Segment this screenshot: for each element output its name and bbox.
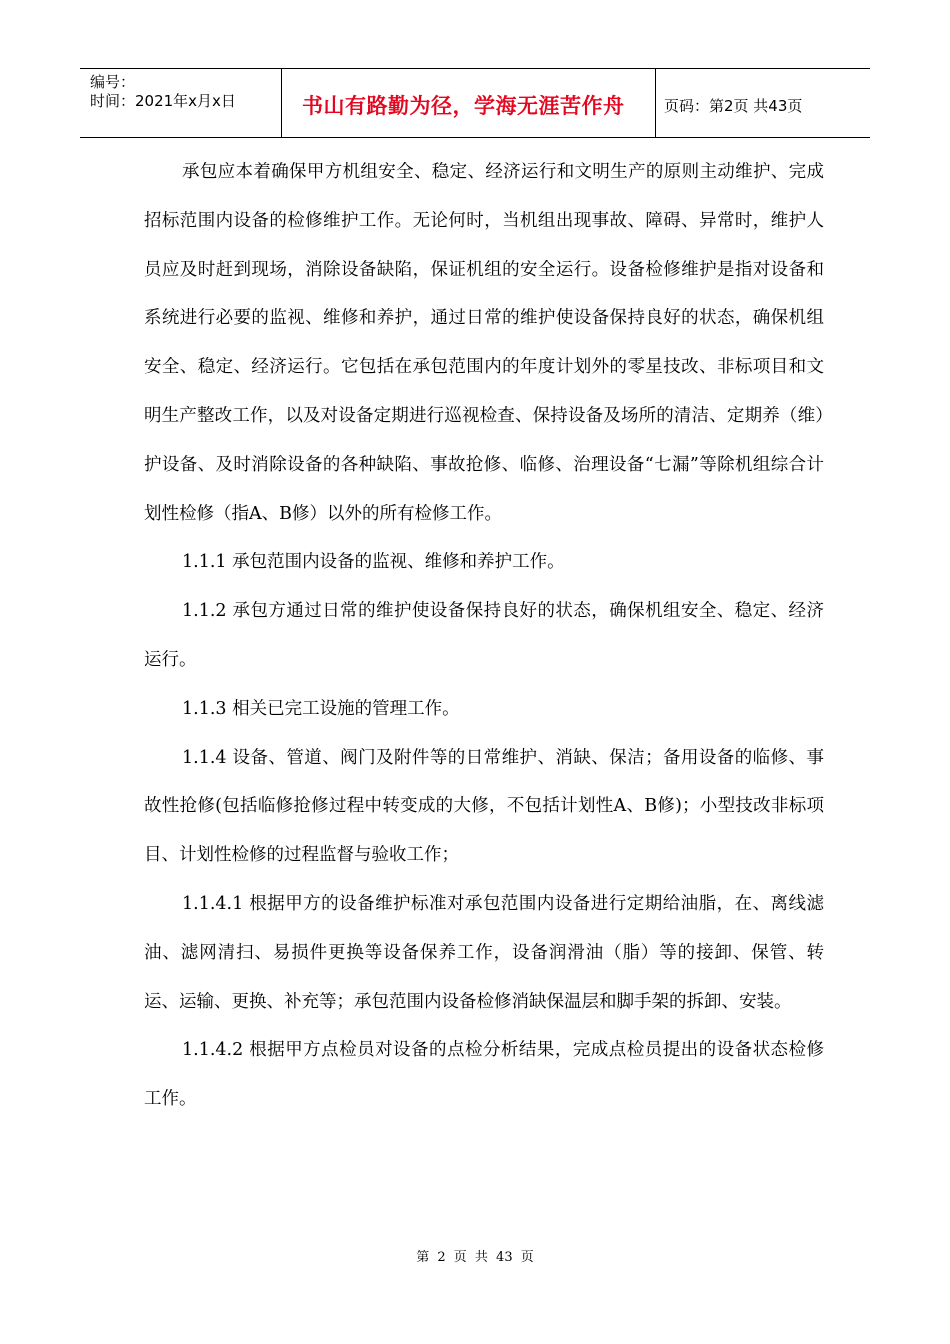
- page-footer: 第 2 页 共 43 页: [416, 1250, 534, 1265]
- paragraph-1-1-4-1: 1.1.4.1 根据甲方的设备维护标准对承包范围内设备进行定期给油脂，在、离线滤油、滤网清扫、易损件更换等设备保养工作，设备润滑油（脂）等的接卸、保管、转运、运输、更换、补充等；承包范围内设备检修消缺保温层和脚手架的拆卸、安装。: [144, 893, 824, 1012]
- header-page-info: [656, 69, 870, 137]
- header-meta: [80, 69, 282, 137]
- document-body: [144, 148, 824, 1124]
- paragraph-1-1-2: 1.1.2 承包方通过日常的维护使设备保持良好的状态，确保机组安全、稳定、经济运行。: [144, 601, 824, 670]
- paragraph-intro: 承包应本着确保甲方机组安全、稳定、经济运行和文明生产的原则主动维护、完成招标范围内设备的检修维护工作。无论何时，当机组出现事故、障碍、异常时，维护人员应及时赶到现场，消除设备缺陷，保证机组的安全运行。设备检修维护是指对设备和系统进行必要的监视、维修和养护，通过日常的维护使设备保持良好的状态，确保机组安全、稳定、经济运行。它包括在承包范围内的年度计划外的零星技改、非标项目和文明生产整改工作，以及对设备定期进行巡视检查、保持设备及场所的清洁、定期养（维）护设备、及时消除设备的各种缺陷、事故抢修、临修、治理设备“七漏”等除机组综合计划性检修（指A、B修）以外的所有检修工作。: [144, 162, 824, 524]
- document-header: [80, 68, 870, 138]
- motto-text: 书山有路勤为径，学海无涯苦作舟: [302, 94, 625, 118]
- paragraph-1-1-1: 1.1.1 承包范围内设备的监视、维修和养护工作。: [182, 552, 565, 573]
- paragraph-1-1-4-2: 1.1.4.2 根据甲方点检员对设备的点检分析结果，完成点检员提出的设备状态检修工作。: [144, 1040, 824, 1110]
- page-info-text: 页码：第2页 共43页: [664, 96, 803, 115]
- paragraph-1-1-4: 1.1.4 设备、管道、阀门及附件等的日常维护、消缺、保洁；备用设备的临修、事故性抢修(包括临修抢修过程中转变成的大修，不包括计划性A、B修)；小型技改非标项目、计划性检修的过程监督与验收工作；: [144, 747, 824, 866]
- paragraph-1-1-3: 1.1.3 相关已完工设施的管理工作。: [182, 698, 460, 719]
- document-number-label: 编号：: [90, 73, 136, 91]
- document-date: 时间：2021年x月x日: [90, 92, 236, 110]
- header-motto-cell: [282, 69, 656, 137]
